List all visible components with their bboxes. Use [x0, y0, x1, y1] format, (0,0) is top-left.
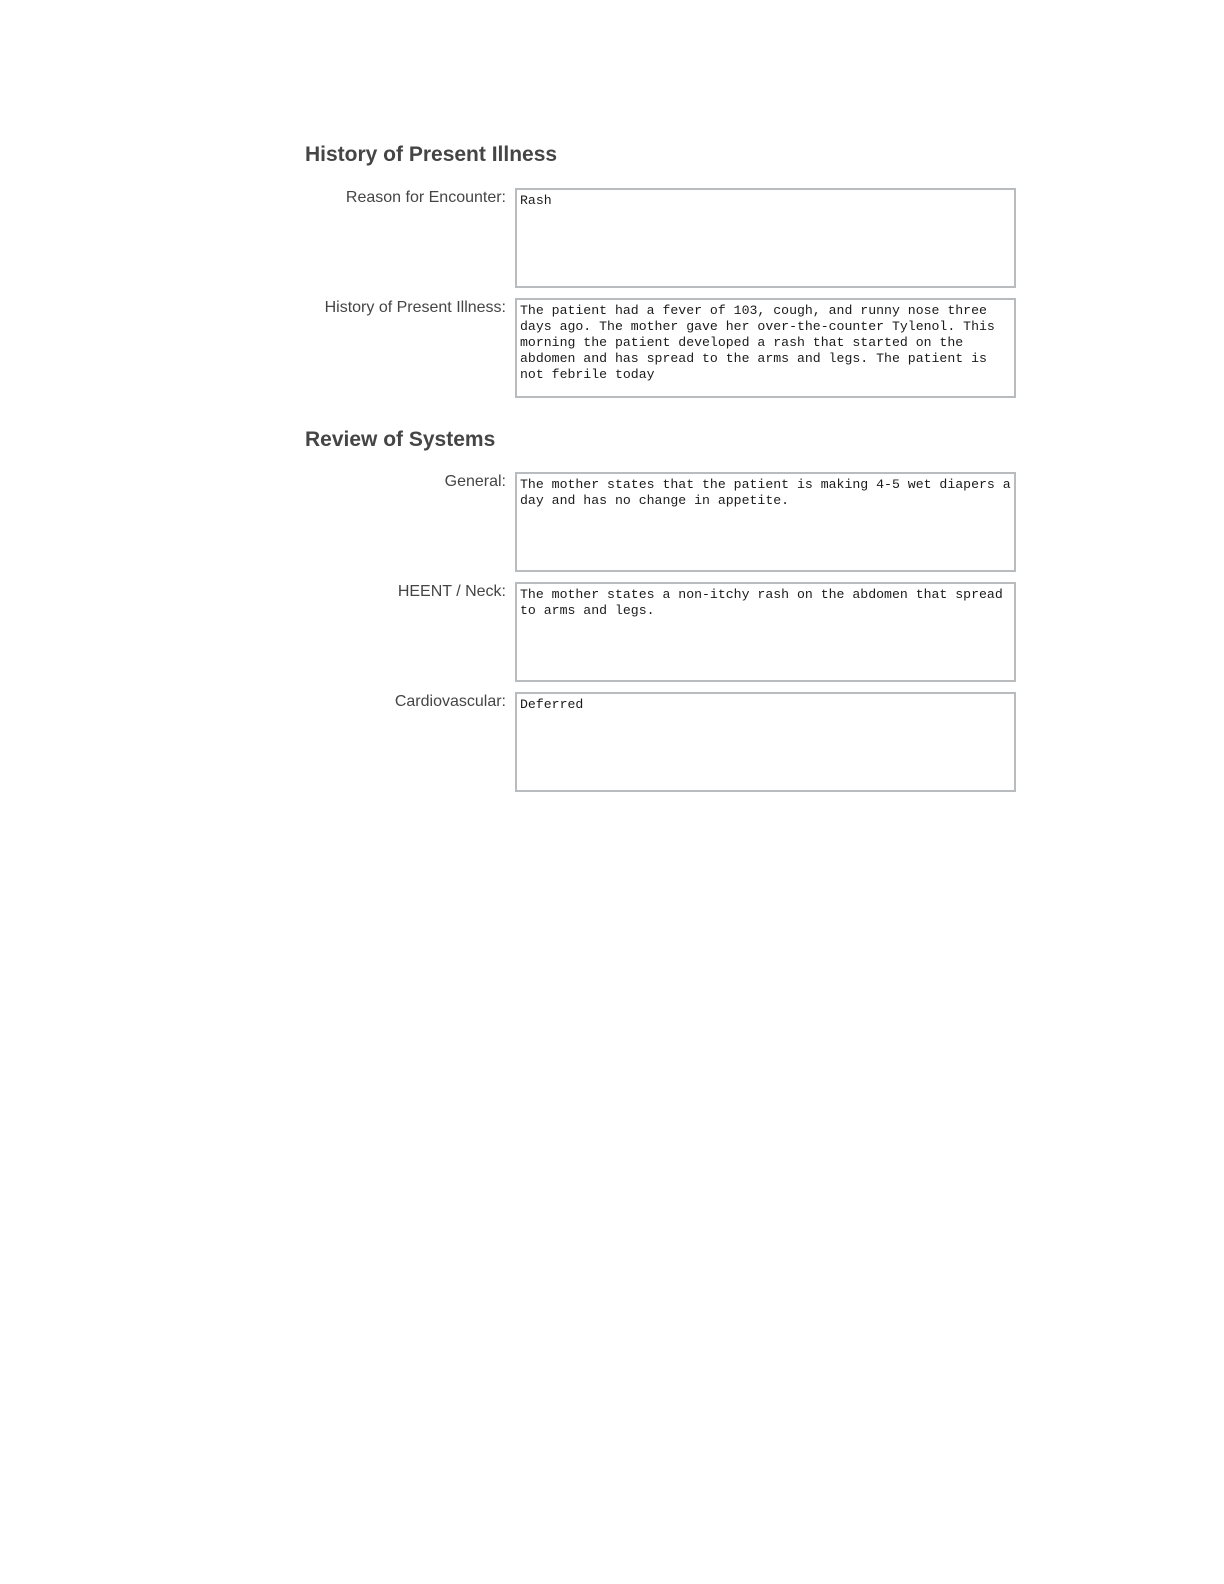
cardiovascular-label: Cardiovascular:	[394, 693, 506, 710]
general-field[interactable]	[515, 472, 1019, 572]
history-of-present-illness-label: History of Present Illness:	[324, 299, 506, 316]
cardiovascular-value: Deferred	[520, 697, 584, 712]
general-label: General:	[444, 473, 506, 490]
history-of-present-illness-field[interactable]	[515, 298, 1016, 398]
heent-neck-value: The mother states a non-itchy rash on the abdomen that spread to arms and legs.	[520, 587, 1011, 618]
heent-neck-label: HEENT / Neck:	[397, 583, 506, 600]
reason-for-encounter-field[interactable]	[515, 188, 1016, 288]
history-of-present-illness-value: The patient had a fever of 103, cough, and runny nose three days ago. The mother gave her over-the-counter Tylenol. This morning the patient developed a rash that started on the abdomen and has spread to the arms and legs. The patient is not febrile today	[520, 303, 1003, 382]
reason-for-encounter-value: Rash	[520, 193, 552, 208]
heent-neck-field[interactable]	[515, 582, 1016, 682]
section-title-history-of-present-illness: History of Present Illness	[305, 143, 558, 166]
cardiovascular-field[interactable]	[515, 692, 1016, 792]
general-value: The mother states that the patient is making 4-5 wet diapers a day and has no change in appetite.	[520, 477, 1019, 508]
section-title-review-of-systems: Review of Systems	[305, 428, 496, 451]
reason-for-encounter-label: Reason for Encounter:	[345, 189, 506, 206]
